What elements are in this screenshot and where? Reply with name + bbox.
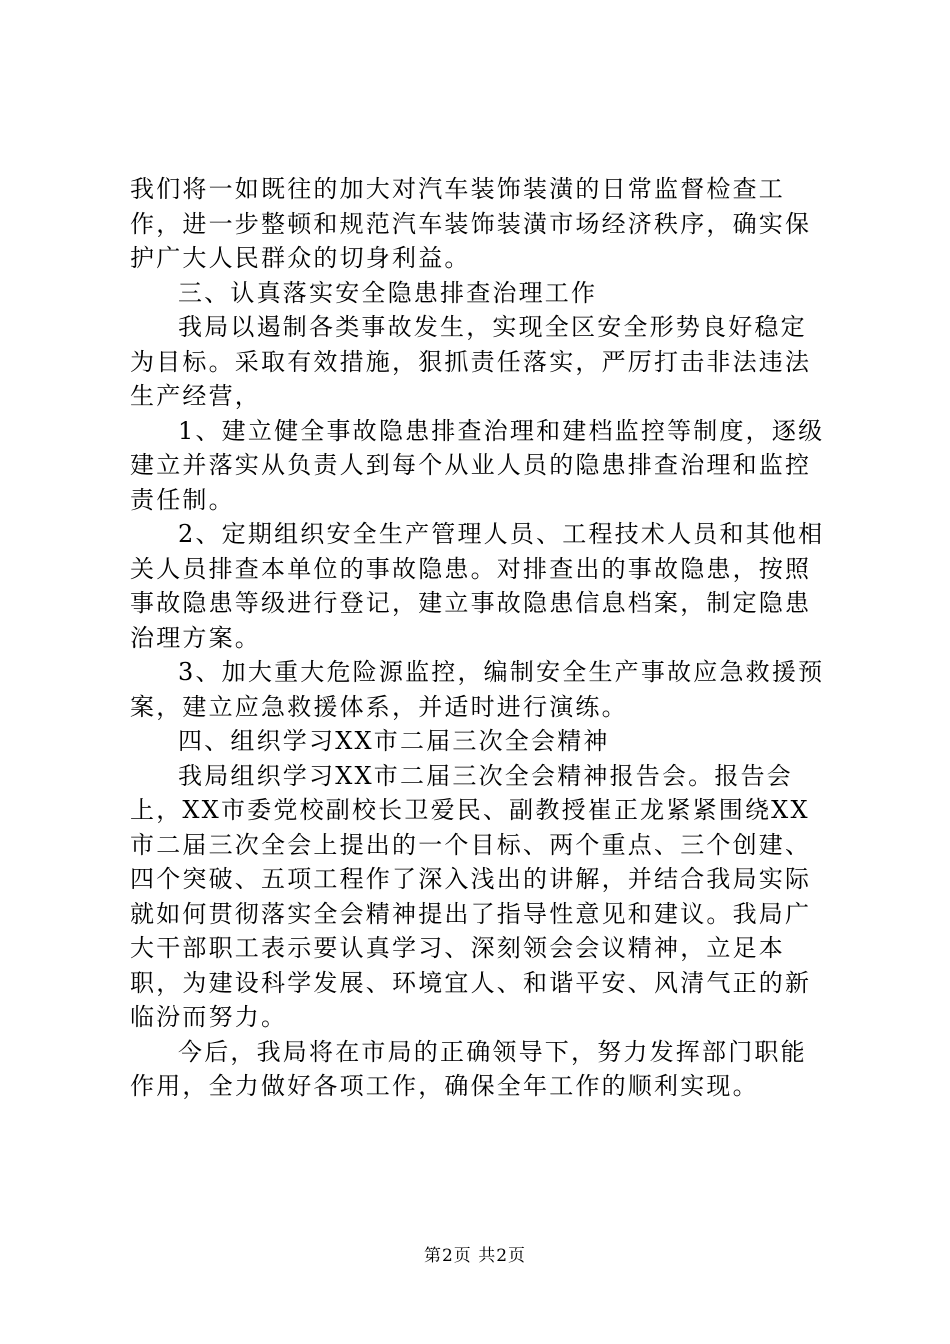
paragraph-item-1: 1、建立健全事故隐患排查治理和建档监控等制度，逐级建立并落实从负责人到每个从业人员的隐患排查治理和监控责任制。	[130, 416, 825, 514]
paragraph-item-2: 2、定期组织安全生产管理人员、工程技术人员和其他相关人员排查本单位的事故隐患。对排查出的事故隐患，按照事故隐患等级进行登记，建立事故隐患信息档案，制定隐患治理方案。	[130, 520, 825, 652]
paragraph-study-meeting: 我局组织学习XX市二届三次全会精神报告会。报告会上，XX市委党校副校长卫爱民、副教授崔正龙紧紧围绕XX市二届三次全会上提出的一个目标、两个重点、三个创建、四个突破、五项工程作了深入浅出的讲解，并结合我局实际就如何贯彻落实全会精神提出了指导性意见和建议。我局广大干部职工表示要认真学习、深刻领会会议精神，立足本职，为建设科学发展、环境宜人、和谐平安、风清气正的新临汾而努力。	[130, 761, 812, 1031]
paragraph-item-3: 3、加大重大危险源监控，编制安全生产事故应急救援预案，建立应急救援体系，并适时进行演练。	[130, 658, 825, 721]
page-number-footer: 第2页 共2页	[423, 1246, 527, 1266]
paragraph-safety-goal: 我局以遏制各类事故发生，实现全区安全形势良好稳定为目标。采取有效措施，狠抓责任落实，严厉打击非法违法生产经营，	[130, 313, 812, 410]
section-heading-4: 四、组织学习XX市二届三次全会精神	[178, 727, 610, 755]
paragraph-conclusion: 今后，我局将在市局的正确领导下，努力发挥部门职能作用，全力做好各项工作，确保全年工作的顺利实现。	[130, 1037, 807, 1100]
document-body	[130, 172, 830, 1104]
section-heading-3: 三、认真落实安全隐患排查治理工作	[178, 278, 598, 307]
paragraph-intro: 我们将一如既往的加大对汽车装饰装潢的日常监督检查工作，进一步整顿和规范汽车装饰装潢市场经济秩序，确实保护广大人民群众的切身利益。	[130, 175, 812, 272]
